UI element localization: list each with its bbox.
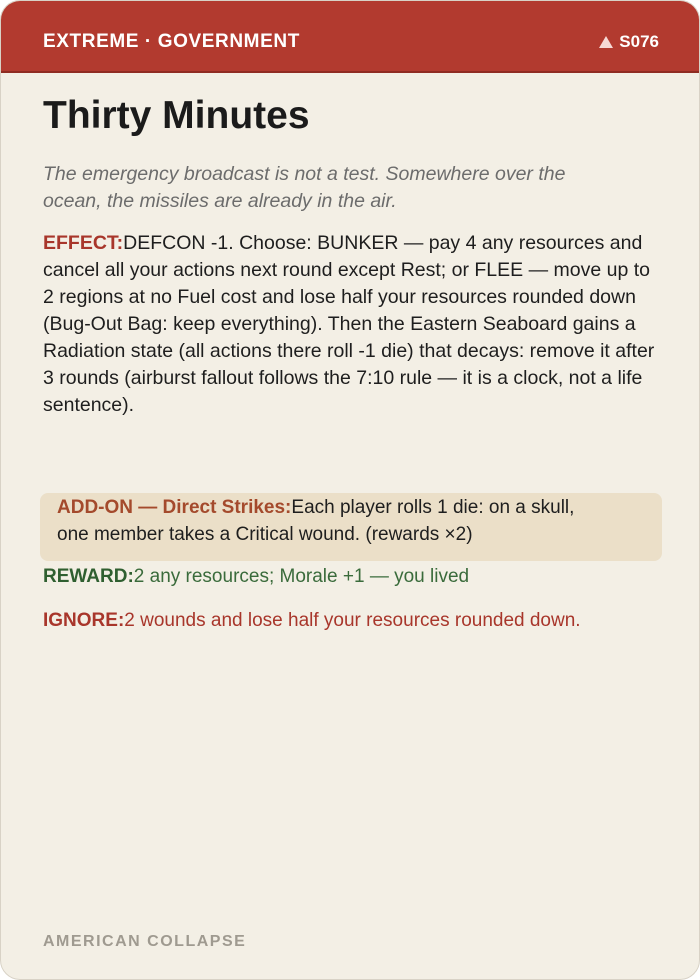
reward-section bbox=[43, 563, 469, 590]
ignore-text: 2 wounds and lose half your resources rounded down. bbox=[124, 610, 581, 631]
reward-label: REWARD: bbox=[43, 566, 134, 587]
triangle-up-icon bbox=[599, 36, 613, 48]
card-title: Thirty Minutes bbox=[43, 94, 310, 137]
addon-box bbox=[40, 493, 662, 561]
reward-text: 2 any resources; Morale +1 — you lived bbox=[133, 566, 470, 587]
ignore-section bbox=[43, 607, 581, 634]
card-code bbox=[599, 32, 659, 52]
flavor-text: The emergency broadcast is not a test. Somewhere over the ocean, the missiles are already in the air. bbox=[43, 163, 566, 212]
ignore-label: IGNORE: bbox=[43, 610, 125, 631]
effect-section bbox=[43, 230, 663, 419]
card-header bbox=[1, 1, 699, 73]
card-code-label: S076 bbox=[619, 32, 659, 51]
addon-text: Each player rolls 1 die: on a skull, one member takes a Critical wound. (rewards ×2) bbox=[57, 497, 575, 545]
addon-label: ADD-ON — Direct Strikes: bbox=[57, 497, 292, 518]
addon-section bbox=[57, 494, 577, 548]
effect-text: DEFCON -1. Choose: BUNKER — pay 4 any resources and cancel all your actions next round except Rest; or FLEE — move up to 2 regions at no Fuel cost and lose half your resources rounded down (Bug-Out Bag: keep everything). Then the Eastern Seaboard gains a Radiation state (all actions there roll -1 die) that decays: remove it after 3 rounds (airburst fallout follows the 7:10 rule — it is a clock, not a life sentence). bbox=[43, 232, 655, 416]
effect-label: EFFECT: bbox=[43, 232, 124, 254]
card-category: EXTREME · GOVERNMENT bbox=[43, 31, 300, 52]
footer-brand: AMERICAN COLLAPSE bbox=[43, 933, 247, 950]
